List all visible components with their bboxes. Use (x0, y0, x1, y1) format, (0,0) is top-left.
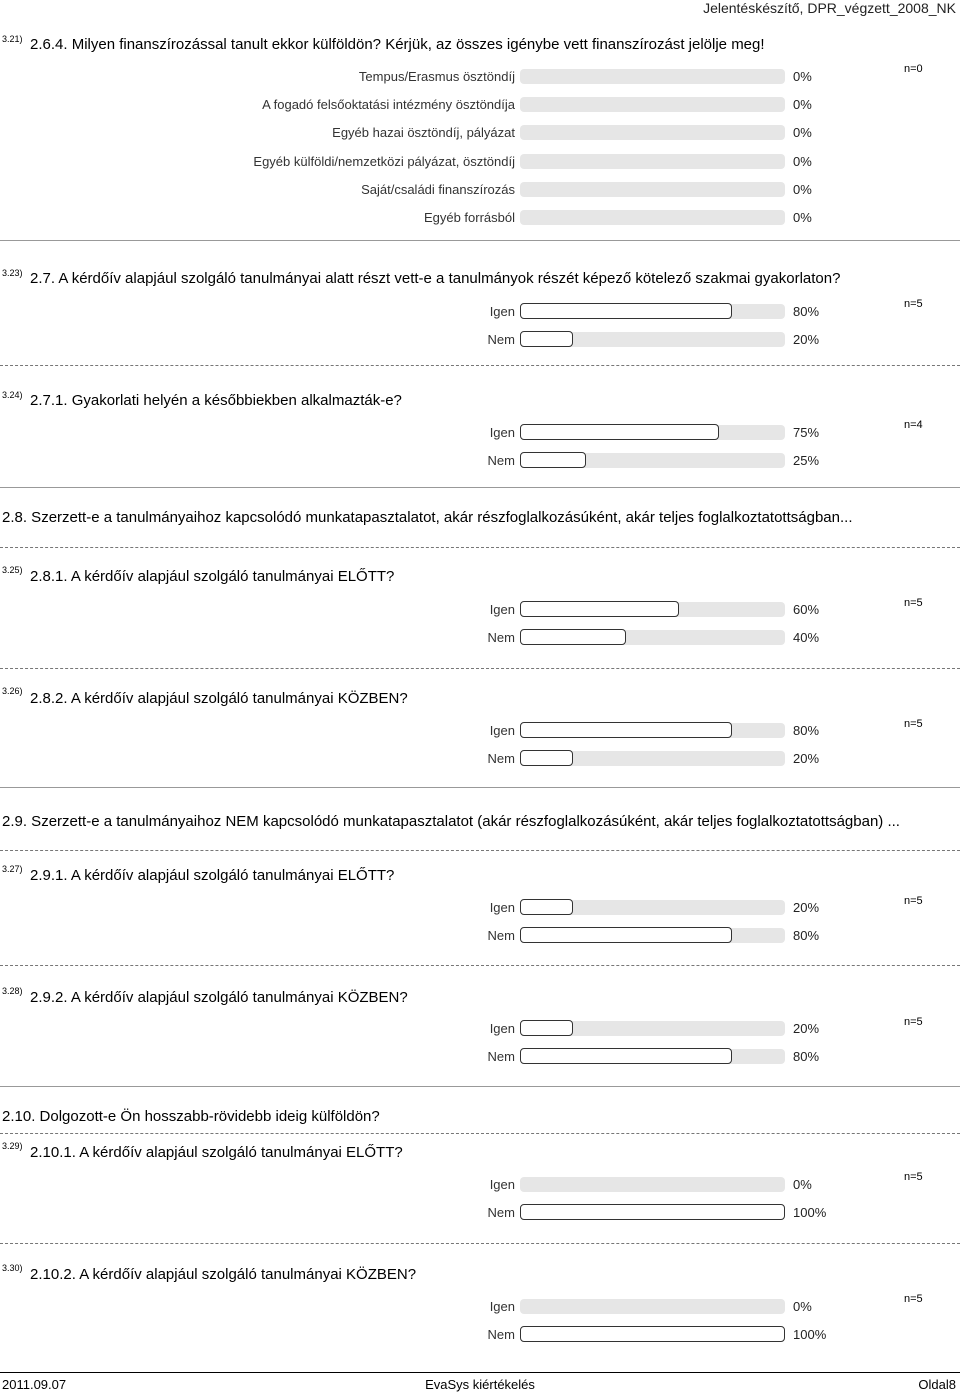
answer-label: Nem (487, 1049, 515, 1064)
answer-label: Igen (489, 602, 515, 617)
divider (0, 547, 960, 548)
answer-percent: 100% (793, 1205, 827, 1220)
answer-label: Igen (489, 1299, 515, 1314)
bar-track (520, 182, 785, 197)
answer-percent: 25% (793, 453, 820, 468)
answer-percent: 40% (793, 630, 820, 645)
question-title: 2.10.2. A kérdőív alapjául szolgáló tanulmányai KÖZBEN? (30, 1266, 417, 1283)
answer-label: Igen (489, 1177, 515, 1192)
bar-fill (520, 1020, 573, 1036)
answer-percent: 100% (793, 1327, 827, 1342)
answer-percent: 80% (793, 928, 820, 943)
bar-fill (520, 452, 586, 468)
respondent-count: n=4 (904, 419, 923, 431)
answer-label: Egyéb hazai ösztöndíj, pályázat (332, 125, 515, 140)
answer-percent: 0% (793, 1177, 812, 1192)
divider (0, 1086, 960, 1087)
divider (0, 365, 960, 366)
divider (0, 1133, 960, 1134)
answer-label: Igen (489, 304, 515, 319)
question-number: 3.24) (2, 390, 23, 400)
answer-percent: 0% (793, 210, 812, 225)
answer-label: Igen (489, 425, 515, 440)
question-title: 2.10.1. A kérdőív alapjául szolgáló tanulmányai ELŐTT? (30, 1144, 403, 1161)
answer-label: Tempus/Erasmus ösztöndíj (358, 69, 515, 84)
bar-track (520, 69, 785, 84)
section-title: 2.9. Szerzett-e a tanulmányaihoz NEM kapcsolódó munkatapasztalatot (akár részfoglalkozásúként, akár teljes foglalkoztatottságban) ... (2, 813, 900, 830)
question-title: 2.7.1. Gyakorlati helyén a későbbiekben alkalmazták-e? (30, 392, 402, 409)
footer-date: 2011.09.07 (2, 1377, 67, 1392)
footer-title: EvaSys kiértékelés (425, 1377, 535, 1392)
report-source: Jelentéskészítő, DPR_végzett_2008_NK (703, 0, 956, 16)
bar-track (520, 1299, 785, 1314)
answer-label: Saját/családi finanszírozás (361, 182, 515, 197)
question-title: 2.7. A kérdőív alapjául szolgáló tanulmányai alatt részt vett-e a tanulmányok részét képező kötelező szakmai gyakorlaton? (30, 270, 841, 287)
divider (0, 668, 960, 669)
question-number: 3.29) (2, 1141, 23, 1151)
question-number: 3.26) (2, 686, 23, 696)
divider (0, 850, 960, 851)
answer-percent: 80% (793, 723, 820, 738)
answer-percent: 80% (793, 304, 820, 319)
answer-percent: 20% (793, 332, 820, 347)
bar-fill (520, 1326, 785, 1342)
answer-label: Egyéb forrásból (423, 210, 515, 225)
divider (0, 487, 960, 488)
question-title: 2.8.2. A kérdőív alapjául szolgáló tanulmányai KÖZBEN? (30, 690, 408, 707)
bar-fill (520, 750, 573, 766)
answer-percent: 60% (793, 602, 820, 617)
answer-label: Nem (487, 1205, 515, 1220)
divider (0, 965, 960, 966)
answer-percent: 0% (793, 182, 812, 197)
respondent-count: n=5 (904, 1293, 923, 1305)
bar-fill (520, 899, 573, 915)
answer-percent: 0% (793, 97, 812, 112)
question-number: 3.23) (2, 268, 23, 278)
bar-fill (520, 1048, 732, 1064)
bar-track (520, 210, 785, 225)
answer-percent: 0% (793, 69, 812, 84)
section-title: 2.10. Dolgozott-e Ön hosszabb-rövidebb ideig külföldön? (2, 1108, 380, 1125)
bar-fill (520, 1204, 785, 1220)
question-number: 3.27) (2, 864, 23, 874)
answer-label: Nem (487, 928, 515, 943)
answer-label: Nem (487, 453, 515, 468)
answer-percent: 75% (793, 425, 820, 440)
answer-label: Egyéb külföldi/nemzetközi pályázat, ösztöndíj (253, 154, 515, 169)
bar-fill (520, 601, 679, 617)
divider (0, 1243, 960, 1244)
question-title: 2.8.1. A kérdőív alapjául szolgáló tanulmányai ELŐTT? (30, 568, 395, 585)
answer-label: Nem (487, 630, 515, 645)
question-title: 2.9.1. A kérdőív alapjául szolgáló tanulmányai ELŐTT? (30, 867, 395, 884)
bar-fill (520, 331, 573, 347)
footer-divider (0, 1372, 960, 1373)
respondent-count: n=5 (904, 1171, 923, 1183)
divider (0, 240, 960, 241)
respondent-count: n=0 (904, 63, 923, 75)
respondent-count: n=5 (904, 895, 923, 907)
answer-label: Igen (489, 723, 515, 738)
divider (0, 787, 960, 788)
answer-label: Nem (487, 1327, 515, 1342)
question-title: 2.9.2. A kérdőív alapjául szolgáló tanulmányai KÖZBEN? (30, 989, 408, 1006)
answer-percent: 20% (793, 900, 820, 915)
question-title: 2.6.4. Milyen finanszírozással tanult ekkor külföldön? Kérjük, az összes igénybe vett finanszírozást jelölje meg! (30, 36, 765, 53)
respondent-count: n=5 (904, 597, 923, 609)
question-number: 3.28) (2, 986, 23, 996)
answer-label: Igen (489, 1021, 515, 1036)
bar-fill (520, 424, 719, 440)
answer-label: Nem (487, 751, 515, 766)
respondent-count: n=5 (904, 718, 923, 730)
question-number: 3.30) (2, 1263, 23, 1273)
question-number: 3.25) (2, 565, 23, 575)
answer-percent: 0% (793, 125, 812, 140)
bar-fill (520, 722, 732, 738)
bar-fill (520, 629, 626, 645)
page-number: Oldal8 (918, 1377, 956, 1392)
question-number: 3.21) (2, 34, 23, 44)
bar-track (520, 1177, 785, 1192)
respondent-count: n=5 (904, 1016, 923, 1028)
respondent-count: n=5 (904, 298, 923, 310)
bar-track (520, 125, 785, 140)
answer-label: A fogadó felsőoktatási intézmény ösztöndíja (262, 97, 515, 112)
answer-percent: 0% (793, 154, 812, 169)
bar-fill (520, 303, 732, 319)
answer-percent: 20% (793, 1021, 820, 1036)
bar-track (520, 154, 785, 169)
answer-label: Nem (487, 332, 515, 347)
answer-label: Igen (489, 900, 515, 915)
answer-percent: 80% (793, 1049, 820, 1064)
answer-percent: 20% (793, 751, 820, 766)
bar-track (520, 97, 785, 112)
bar-fill (520, 927, 732, 943)
answer-percent: 0% (793, 1299, 812, 1314)
section-title: 2.8. Szerzett-e a tanulmányaihoz kapcsolódó munkatapasztalatot, akár részfoglalkozásúként, akár teljes foglalkoztatottságban... (2, 509, 853, 526)
